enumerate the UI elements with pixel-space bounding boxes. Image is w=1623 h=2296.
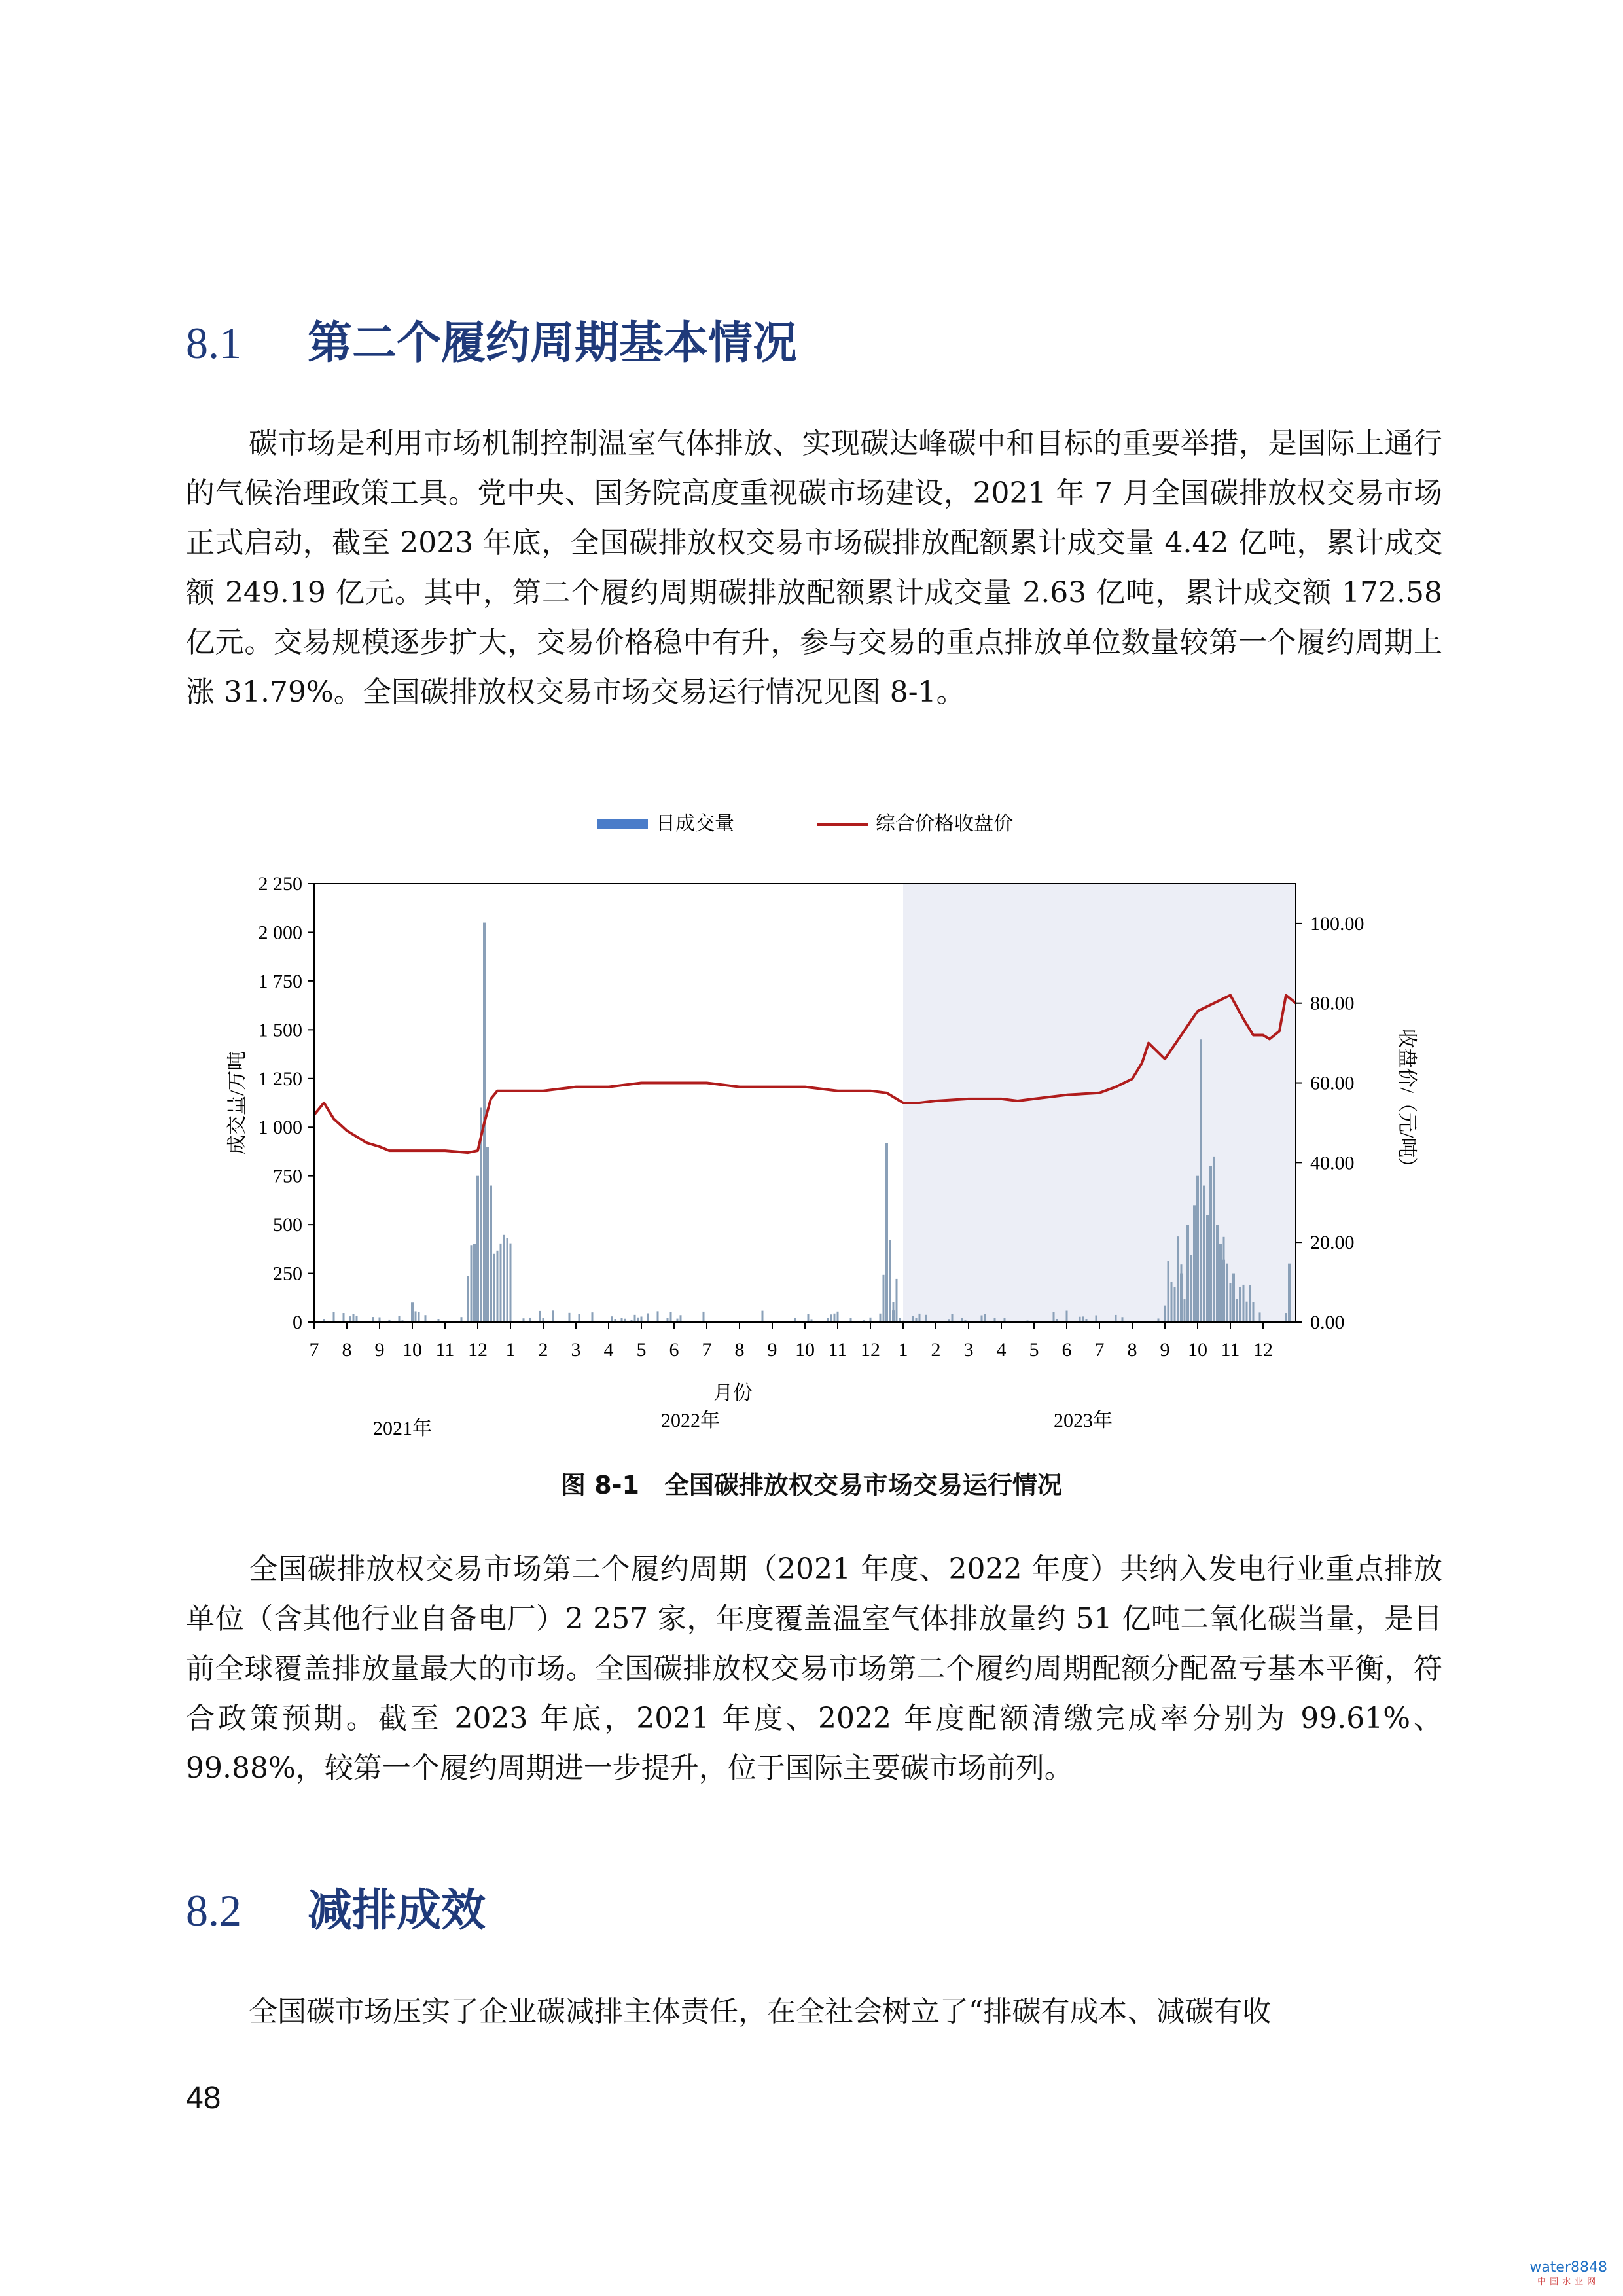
x-tick-label: 4 — [996, 1339, 1007, 1361]
volume-bar — [353, 1314, 355, 1322]
volume-bar — [372, 1317, 374, 1322]
volume-bar — [1174, 1287, 1176, 1322]
volume-bar — [1194, 1310, 1196, 1322]
volume-bar — [487, 1253, 489, 1322]
page-number: 48 — [186, 2081, 221, 2115]
volume-bar — [461, 1317, 463, 1322]
volume-bar — [1236, 1299, 1238, 1322]
volume-bar — [343, 1313, 345, 1322]
left-tick-label: 1 000 — [258, 1117, 302, 1139]
volume-bar — [1240, 1299, 1241, 1322]
x-tick-label: 2 — [931, 1339, 941, 1361]
x-axis — [310, 1322, 1274, 1361]
volume-bar — [880, 1314, 882, 1322]
volume-bar — [529, 1318, 531, 1322]
x-tick-label: 12 — [1253, 1339, 1273, 1361]
volume-bar — [1184, 1299, 1186, 1322]
volume-bar — [1204, 1285, 1205, 1322]
volume-bar — [834, 1314, 836, 1322]
volume-bar — [418, 1312, 420, 1322]
volume-bar — [1197, 1291, 1199, 1322]
right-tick-label: 80.00 — [1310, 992, 1355, 1014]
volume-bar — [1193, 1205, 1196, 1322]
volume-bar — [762, 1311, 764, 1322]
right-tick-label: 0.00 — [1310, 1312, 1345, 1333]
x-tick-label: 5 — [1029, 1339, 1039, 1361]
volume-bar — [497, 1251, 499, 1322]
volume-bar — [808, 1314, 810, 1322]
volume-bar — [670, 1312, 672, 1322]
volume-bar — [1200, 1039, 1202, 1322]
left-axis — [259, 873, 315, 1333]
x-tick-label: 11 — [1221, 1339, 1240, 1361]
volume-bar — [641, 1316, 643, 1322]
volume-bar — [1207, 1306, 1209, 1322]
x-tick-label: 7 — [702, 1339, 712, 1361]
volume-bar — [893, 1302, 895, 1322]
volume-bar — [1243, 1285, 1245, 1322]
volume-bar — [889, 1240, 891, 1322]
volume-bar — [507, 1238, 508, 1322]
volume-bar — [510, 1244, 512, 1322]
volume-bar — [1233, 1304, 1235, 1322]
volume-bar — [657, 1311, 659, 1322]
volume-bar — [415, 1311, 417, 1322]
volume-bar — [1249, 1285, 1251, 1322]
volume-bar — [1230, 1283, 1232, 1322]
volume-bar — [1053, 1312, 1055, 1322]
section-heading-8-2 — [186, 1875, 486, 1939]
right-tick-label: 100.00 — [1310, 912, 1364, 935]
volume-bar — [896, 1279, 898, 1322]
paragraph-intro: 碳市场是利用市场机制控制温室气体排放、实现碳达峰碳中和目标的重要举措，是国际上通行的气候治理政策工具。党中央、国务院高度重视碳市场建设，2021 年 7 月全国碳排放权交易市场正式启动，截至 2023 年底，全国碳排放权交易市场碳排放配额累计成交量 4.42 亿吨，累计成交额 249.19 亿元。其中，第二个履约周期碳排放配额累计成交量 2.63 亿吨，累计成交额 172.58 亿元。交易规模逐步扩大，交易价格稳中有升，参与交易的重点排放单位数量较第一个履约周期上涨 31.79%。全国碳排放权交易市场交易运行情况见图 8-1。 — [186, 427, 1442, 709]
volume-bar — [984, 1314, 986, 1322]
volume-bar — [637, 1318, 639, 1322]
volume-bar — [467, 1276, 469, 1322]
watermark-brand: water8848 — [1529, 2259, 1607, 2276]
left-tick-label: 750 — [273, 1165, 302, 1187]
volume-bar — [1187, 1257, 1189, 1322]
volume-bar — [399, 1316, 401, 1322]
volume-bar — [1122, 1317, 1124, 1322]
volume-bar — [1223, 1237, 1225, 1322]
x-tick-label: 8 — [1127, 1339, 1137, 1361]
section-title: 第二个履约周期基本情况 — [308, 317, 798, 369]
x-tick-label: 2 — [538, 1339, 548, 1361]
volume-bar — [870, 1318, 872, 1322]
right-tick-label: 20.00 — [1310, 1232, 1355, 1254]
legend-swatch-volume — [597, 819, 648, 829]
figure-caption: 图 8-1 全国碳排放权交易市场交易运行情况 — [561, 1471, 1062, 1499]
volume-bar — [1289, 1315, 1291, 1322]
x-tick-label: 1 — [505, 1339, 516, 1361]
watermark-subtitle: 中国水业网 — [1537, 2277, 1600, 2287]
section-number: 8.1 — [186, 318, 241, 368]
paragraph-second-period: 全国碳排放权交易市场第二个履约周期（2021 年度、2022 年度）共纳入发电行业重点排放单位（含其他行业自备电厂）2 257 家，年度覆盖温室气体排放量约 51 亿吨二氧化碳当量，是目前全球覆盖排放量最大的市场。全国碳排放权交易市场第二个履约周期配额分配盈亏基本平衡，符合政策预期。截至 2023 年底，2021 年度、2022 年度配额清缴完成率分别为 99.61%、99.88%，较第一个履约周期进一步提升，位于国际主要碳市场前列。 — [186, 1552, 1442, 1785]
left-tick-label: 1 500 — [258, 1019, 302, 1041]
left-tick-label: 2 000 — [258, 922, 302, 944]
x-tick-label: 7 — [1094, 1339, 1105, 1361]
x-tick-label: 10 — [795, 1339, 815, 1361]
volume-bar — [503, 1235, 505, 1322]
volume-bar — [552, 1310, 554, 1322]
x-tick-label: 6 — [1061, 1339, 1072, 1361]
y-right-axis-label: 收盘价/（元/吨） — [1396, 1028, 1418, 1177]
volume-bar — [1285, 1313, 1287, 1322]
volume-bar — [883, 1275, 885, 1322]
volume-bar — [490, 1300, 492, 1322]
volume-bar — [1217, 1269, 1219, 1322]
left-tick-label: 500 — [273, 1214, 302, 1236]
volume-bar — [425, 1315, 427, 1322]
volume-bar — [981, 1316, 983, 1322]
volume-bar — [539, 1311, 541, 1322]
volume-bar — [1096, 1316, 1097, 1322]
x-tick-label: 8 — [342, 1339, 352, 1361]
x-tick-label: 11 — [435, 1339, 455, 1361]
volume-bar — [349, 1316, 351, 1322]
volume-bar — [579, 1314, 580, 1322]
y-left-axis-label: 成交量/万吨 — [226, 1050, 248, 1155]
right-axis — [1296, 913, 1364, 1333]
year-label-2022: 2022年 — [661, 1410, 720, 1431]
x-tick-label: 9 — [767, 1339, 777, 1361]
volume-bar — [471, 1245, 473, 1322]
carbon-market-chart — [196, 805, 1440, 1460]
x-tick-label: 6 — [669, 1339, 679, 1361]
volume-bar — [912, 1316, 914, 1322]
section-number: 8.2 — [186, 1886, 241, 1935]
volume-bar — [886, 1267, 888, 1322]
volume-bar — [1200, 1301, 1202, 1322]
volume-bar — [493, 1289, 495, 1322]
volume-bar — [1246, 1302, 1248, 1322]
year-label-2023: 2023年 — [1054, 1410, 1113, 1431]
volume-bar — [477, 1276, 479, 1322]
x-tick-label: 4 — [603, 1339, 614, 1361]
x-tick-label: 12 — [468, 1339, 488, 1361]
volume-bar — [333, 1312, 335, 1322]
x-tick-label: 10 — [402, 1339, 422, 1361]
volume-bar — [925, 1315, 927, 1322]
x-tick-label: 9 — [1160, 1339, 1170, 1361]
volume-bar — [837, 1312, 839, 1322]
left-tick-label: 1 250 — [258, 1067, 302, 1090]
volume-bar — [1210, 1291, 1212, 1322]
volume-bar — [703, 1312, 705, 1322]
legend-label-volume: 日成交量 — [656, 813, 734, 834]
volume-bar — [500, 1244, 502, 1322]
volume-bar — [1164, 1306, 1166, 1322]
section-heading-8-1 — [186, 308, 797, 371]
left-tick-label: 2 250 — [258, 873, 302, 895]
volume-bar — [1259, 1312, 1261, 1322]
volume-bar — [1115, 1315, 1117, 1322]
volume-bar — [411, 1302, 414, 1322]
x-tick-label: 10 — [1188, 1339, 1207, 1361]
volume-bar — [1004, 1318, 1006, 1322]
x-tick-label: 3 — [571, 1339, 581, 1361]
volume-bar — [1079, 1317, 1081, 1322]
volume-bar — [830, 1314, 832, 1322]
x-tick-label: 11 — [828, 1339, 847, 1361]
volume-bar — [1171, 1282, 1173, 1322]
chart-legend — [597, 813, 1013, 834]
volume-bar — [952, 1314, 954, 1322]
x-tick-label: 3 — [963, 1339, 974, 1361]
volume-bar — [1168, 1261, 1169, 1322]
volume-bar — [611, 1316, 613, 1322]
volume-bar — [1082, 1316, 1084, 1322]
volume-bar — [569, 1313, 571, 1322]
volume-bar — [474, 1275, 476, 1322]
x-tick-label: 5 — [636, 1339, 647, 1361]
volume-bar — [484, 1292, 486, 1322]
volume-bar — [1177, 1236, 1179, 1322]
volume-bar — [379, 1318, 381, 1322]
x-tick-label: 9 — [374, 1339, 385, 1361]
right-tick-label: 60.00 — [1310, 1072, 1355, 1094]
year-label-2021: 2021年 — [373, 1418, 432, 1439]
legend-label-price: 综合价格收盘价 — [876, 813, 1013, 834]
volume-bar — [356, 1316, 358, 1322]
x-tick-label: 12 — [861, 1339, 880, 1361]
volume-bar — [1226, 1303, 1228, 1322]
left-tick-label: 0 — [293, 1312, 302, 1333]
x-axis-label: 月份 — [713, 1382, 753, 1404]
section-title: 减排成效 — [308, 1884, 486, 1937]
volume-bar — [680, 1315, 682, 1322]
left-tick-label: 250 — [273, 1263, 302, 1285]
volume-bar — [919, 1314, 921, 1322]
left-tick-label: 1 750 — [258, 970, 302, 992]
watermark-logo — [1529, 2261, 1607, 2289]
volume-bar — [827, 1318, 829, 1322]
volume-bar — [1066, 1311, 1068, 1322]
x-tick-label: 1 — [898, 1339, 908, 1361]
volume-bar — [1190, 1255, 1192, 1322]
volume-bar — [634, 1315, 636, 1322]
right-tick-label: 40.00 — [1310, 1152, 1355, 1174]
paragraph-emission-effect: 全国碳市场压实了企业碳减排主体责任，在全社会树立了“排碳有成本、减碳有收 — [249, 1995, 1272, 2028]
volume-bar — [1253, 1302, 1255, 1322]
volume-bar — [899, 1318, 901, 1322]
x-tick-label: 8 — [734, 1339, 745, 1361]
volume-bar — [1220, 1269, 1222, 1322]
volume-bar — [592, 1312, 594, 1322]
volume-bar — [1181, 1264, 1183, 1322]
x-tick-label: 7 — [309, 1339, 319, 1361]
volume-bar — [1213, 1272, 1215, 1322]
shaded-period-2023 — [903, 884, 1296, 1322]
volume-bar — [1288, 1264, 1291, 1322]
volume-bar — [480, 1290, 482, 1322]
volume-bar — [647, 1313, 649, 1322]
